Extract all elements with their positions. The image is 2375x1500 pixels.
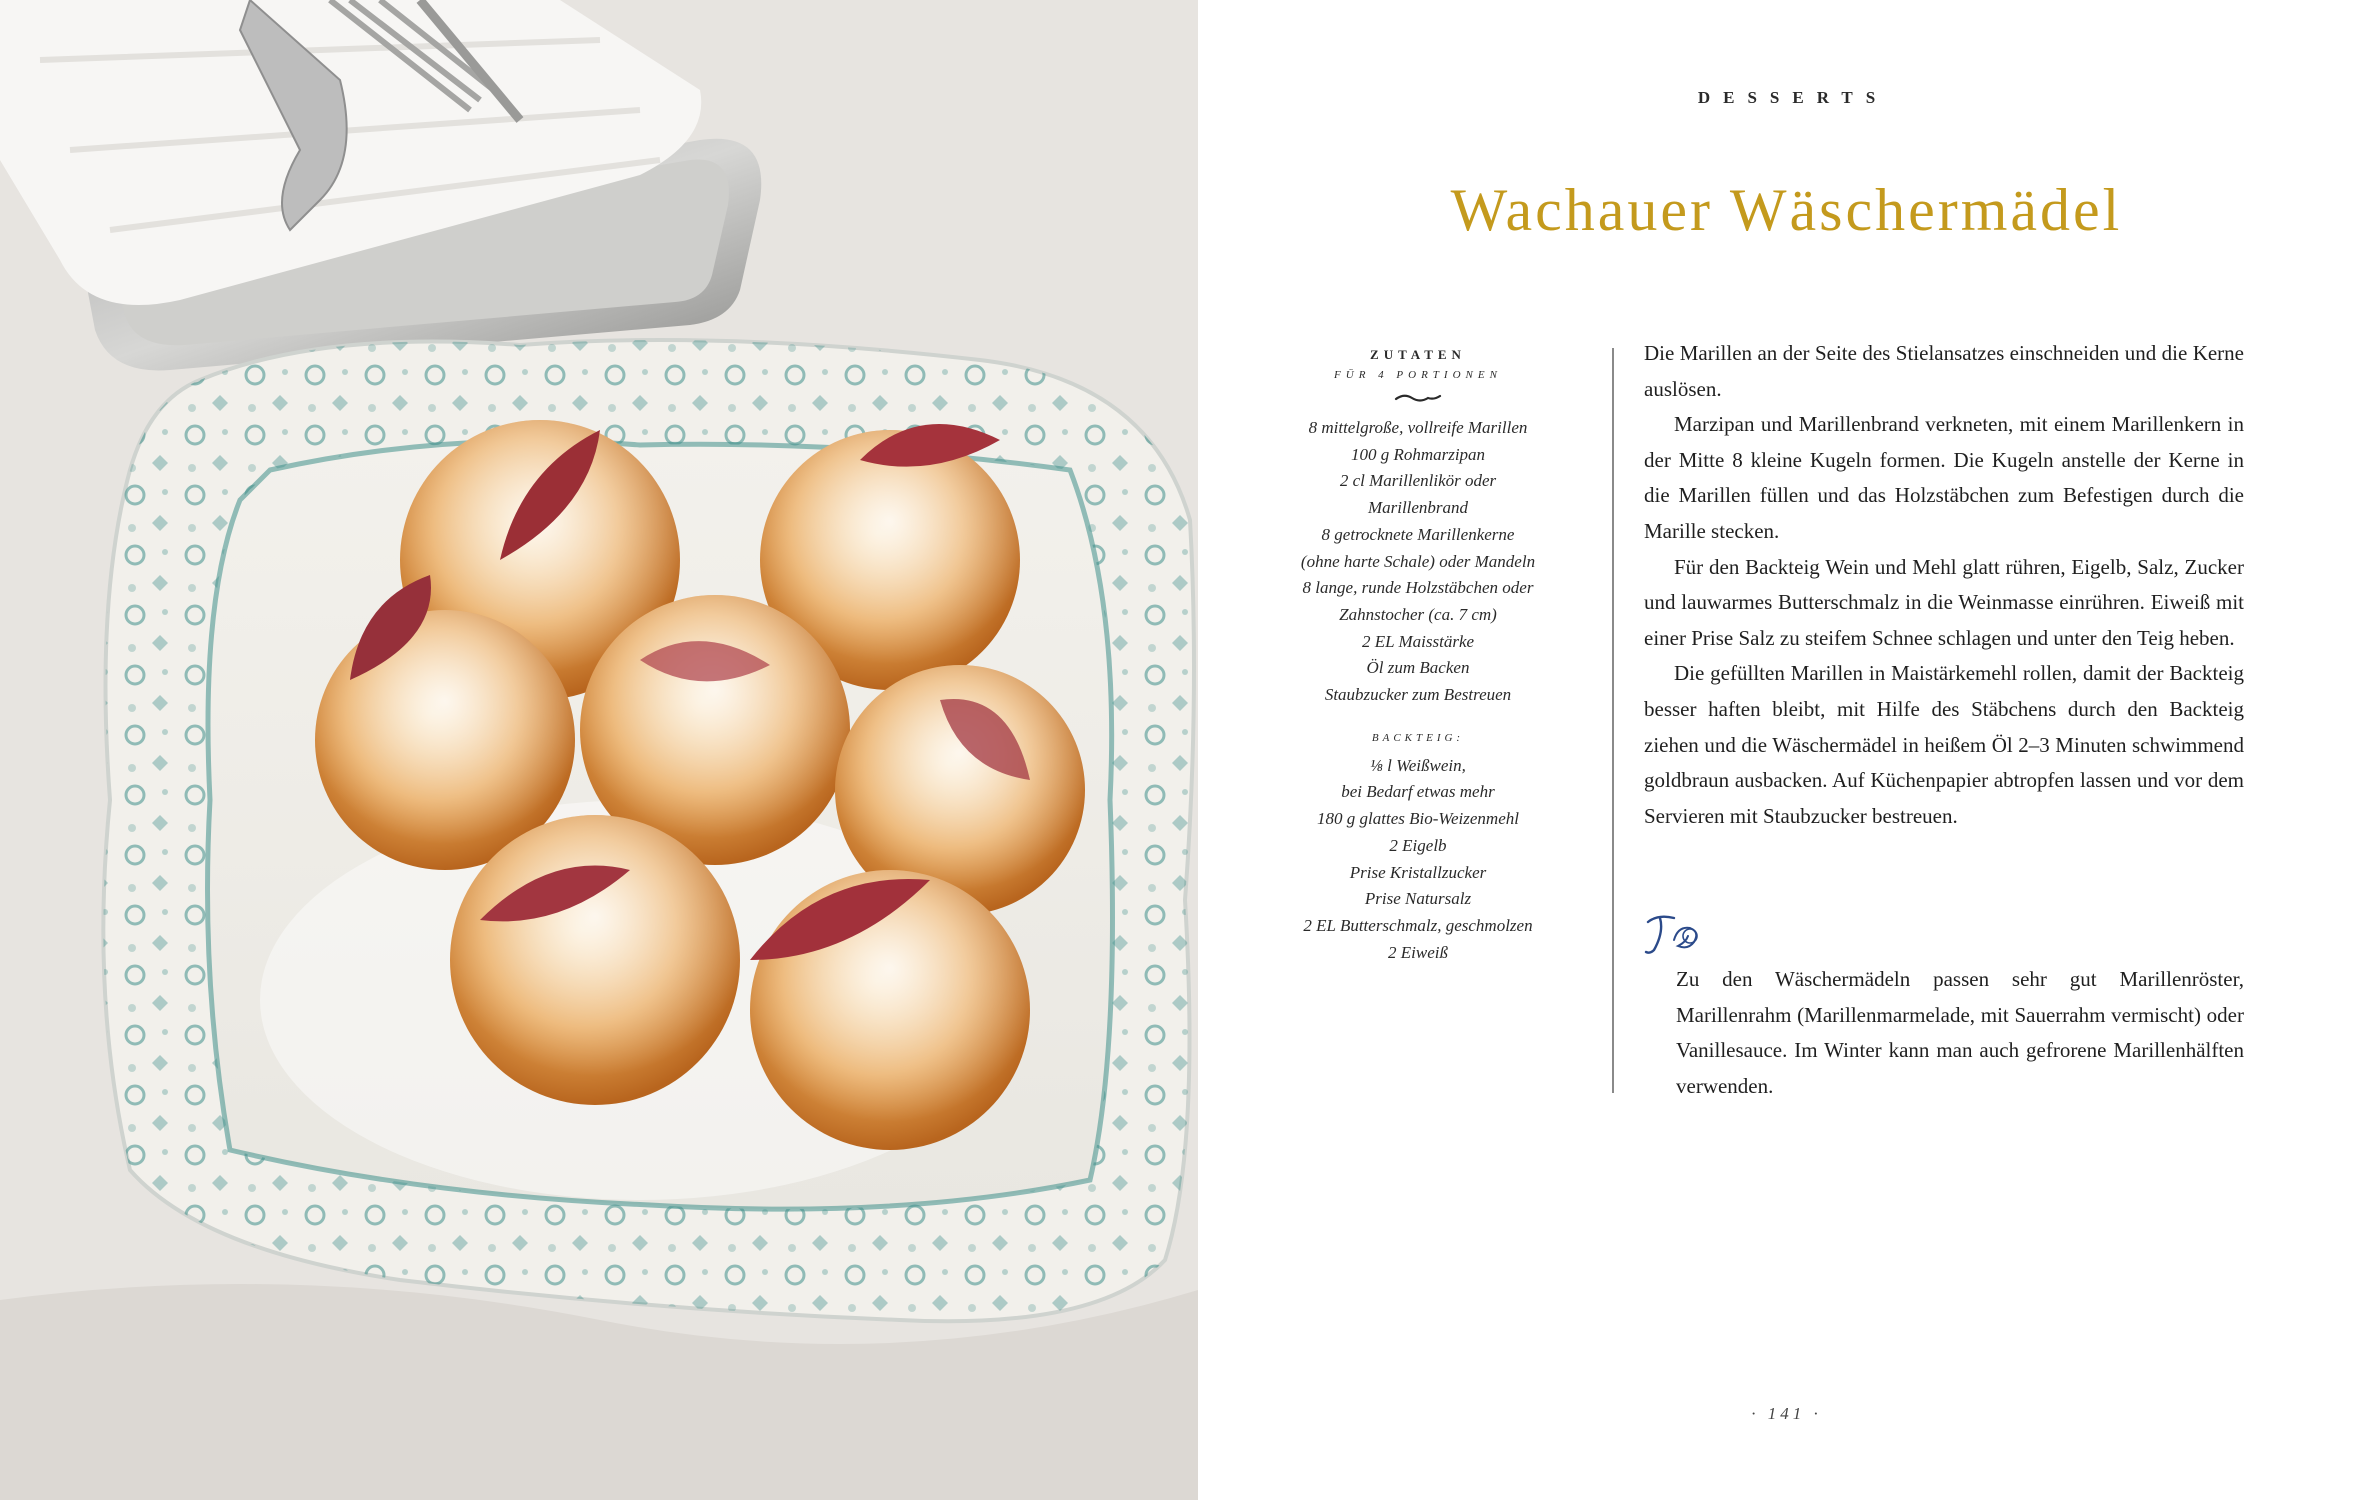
ingredient-item: 8 getrocknete Marillenkerne bbox=[1321, 524, 1515, 544]
ingredient-item: 2 Eigelb bbox=[1389, 835, 1447, 855]
section-label: DESSERTS bbox=[1697, 88, 1889, 107]
ingredients-list bbox=[1268, 415, 1568, 709]
batter-ingredients-list bbox=[1268, 753, 1568, 967]
ingredient-item: bei Bedarf etwas mehr bbox=[1341, 782, 1495, 802]
method-text bbox=[1644, 336, 2244, 834]
method-paragraph: Die gefüllten Marillen in Maistärkemehl rollen, damit der Backteig besser haften bleibt, mit Hilfe des Stäbchens durch den Backteig ziehen und die Wäschermädel in heißem Öl 2–3 Minuten schwimmend goldbraun ausbacken. Auf Küchenpapier abtropfen lassen und vor dem Servieren mit Staubzucker bestreuen. bbox=[1644, 661, 2244, 828]
ingredient-item: Prise Kristallzucker bbox=[1349, 862, 1487, 882]
ingredient-item: Marillenbrand bbox=[1367, 498, 1469, 518]
page-number: · 141 · bbox=[1751, 1404, 1822, 1423]
ingredient-item: ⅛ l Weißwein, bbox=[1370, 755, 1466, 775]
ingredient-item: 2 EL Maisstärke bbox=[1361, 631, 1475, 651]
ingredient-item: (ohne harte Schale) oder Mandeln bbox=[1300, 551, 1536, 571]
ingredient-item: 2 Eiweiß bbox=[1388, 942, 1448, 962]
ingredient-item: Prise Natursalz bbox=[1364, 889, 1472, 909]
column-divider bbox=[1612, 348, 1614, 1093]
recipe-page bbox=[1198, 0, 2375, 1500]
ingredient-item: 2 EL Butterschmalz, geschmolzen bbox=[1303, 915, 1533, 935]
ingredient-item: 100 g Rohmarzipan bbox=[1350, 444, 1486, 464]
tip-text bbox=[1676, 962, 2244, 1104]
servings-label: FÜR 4 PORTIONEN bbox=[1334, 369, 1502, 381]
ingredients-heading: ZUTATEN bbox=[1370, 347, 1466, 362]
ingredient-item: 2 cl Marillenlikör oder bbox=[1339, 471, 1497, 491]
method-paragraph: Marzipan und Marillenbrand verkneten, mit einem Marillenkern in der Mitte 8 kleine Kugeln formen. Die Kugeln anstelle der Kerne in die Marillen füllen und das Holzstäbchen zum Befestigen durch die Marille stecken. bbox=[1644, 412, 2244, 543]
ingredient-item: Zahnstocher (ca. 7 cm) bbox=[1339, 604, 1497, 624]
tip-paragraph: Zu den Wäschermädeln passen sehr gut Marillenröster, Marillenrahm (Marillenmarmelade, mit Sauerrahm vermischt) oder Vanillesauce. Im Winter kann man auch gefrorene Marillenhälften verwenden. bbox=[1676, 967, 2244, 1098]
recipe-title: Wachauer Wäschermädel bbox=[1450, 177, 2123, 243]
ingredient-item: Öl zum Backen bbox=[1366, 658, 1470, 678]
tip-monogram-icon bbox=[1644, 912, 1706, 956]
swash-ornament-icon bbox=[1394, 391, 1442, 405]
ingredient-item: 8 mittelgroße, vollreife Marillen bbox=[1308, 418, 1528, 437]
ingredients-column bbox=[1268, 345, 1568, 966]
ingredient-item: 180 g glattes Bio-Weizenmehl bbox=[1317, 809, 1519, 829]
fritter bbox=[450, 815, 740, 1105]
ingredient-item: Staubzucker zum Bestreuen bbox=[1324, 685, 1512, 705]
method-paragraph: Die Marillen an der Seite des Stielansatzes einschneiden und die Kerne auslösen. bbox=[1644, 341, 2244, 401]
ingredient-item: 8 lange, runde Holzstäbchen oder bbox=[1302, 578, 1534, 598]
batter-heading: BACKTEIG: bbox=[1371, 731, 1465, 744]
method-paragraph: Für den Backteig Wein und Mehl glatt rühren, Eigelb, Salz, Zucker und lauwarmes Butterschmalz in die Weinmasse einrühren. Eiweiß mit einer Prise Salz zu steifem Schnee schlagen und unter den Teig heben. bbox=[1644, 554, 2244, 650]
